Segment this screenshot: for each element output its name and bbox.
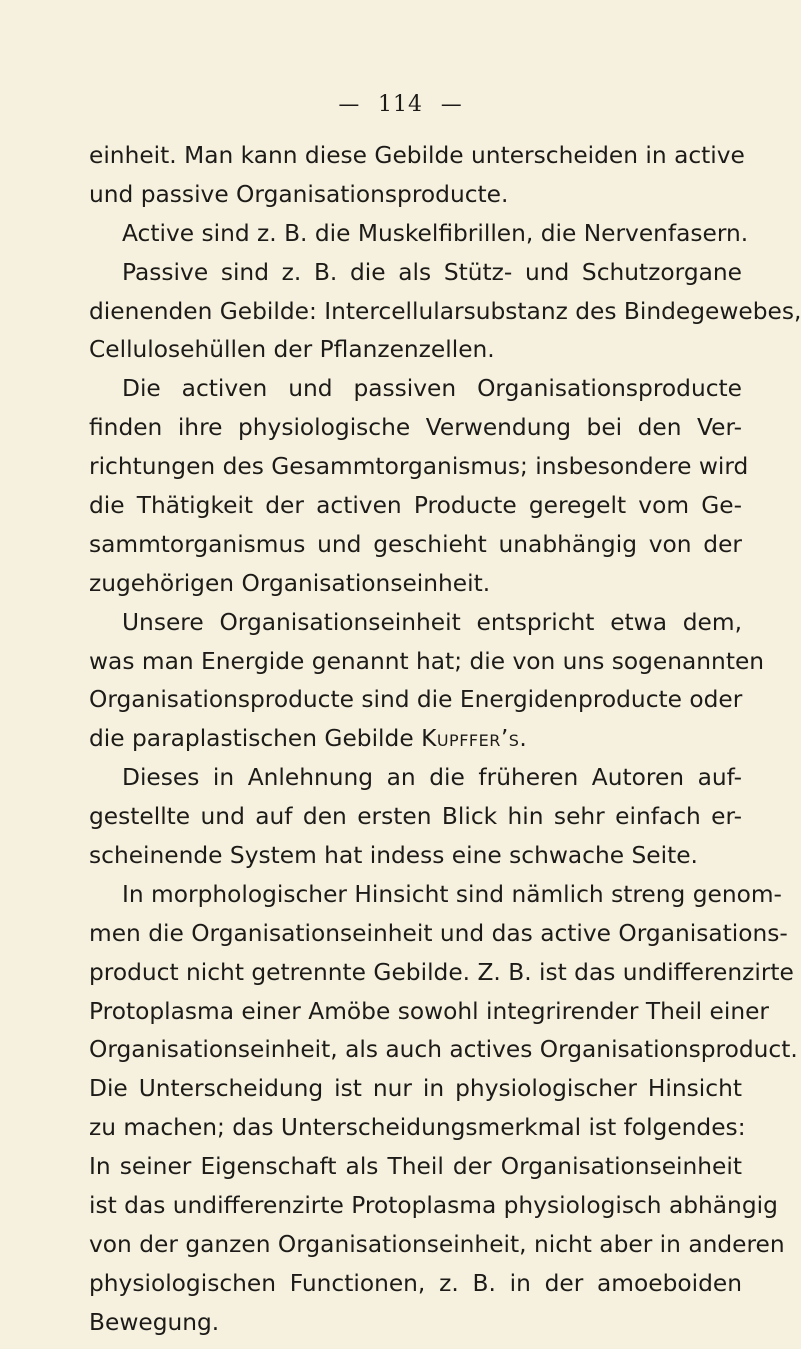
text-line	[89, 293, 801, 332]
text-line-content: Passive sind z. B. die als Stütz- und Schutzorgane	[122, 258, 742, 286]
text-line-content: scheinende System hat indess eine schwache Seite.	[89, 842, 698, 870]
text-line-content: dienenden Gebilde: Intercellularsubstanz des Bindegewebes,	[89, 297, 801, 325]
text-line-content: zu machen; das Unterscheidungsmerkmal ist folgendes:	[89, 1114, 746, 1142]
text-line	[89, 876, 782, 915]
text-line	[89, 1226, 785, 1265]
text-line	[89, 370, 742, 409]
text-line	[89, 798, 742, 837]
text-line-content: ist das undifferenzirte Protoplasma physiologisch abhängig	[89, 1192, 778, 1220]
text-line-content: Die activen und passiven Organisationsproducte	[122, 375, 742, 403]
text-line	[89, 1109, 746, 1148]
text-line	[89, 1304, 742, 1343]
text-line-content: Cellulosehüllen der Pflanzenzellen.	[89, 336, 495, 364]
text-line-content: die Thätigkeit der activen Producte geregelt vom Ge-	[89, 492, 742, 520]
text-line	[89, 954, 794, 993]
text-line	[89, 137, 745, 176]
text-line-content: und passive Organisationsproducte.	[89, 180, 509, 208]
text-line	[89, 1148, 742, 1187]
page-header	[0, 92, 801, 117]
body-text	[89, 137, 801, 1343]
text-line-content: physiologischen Functionen, z. B. in der amoeboiden	[89, 1269, 742, 1297]
text-line	[89, 409, 742, 448]
text-line-content: gestellte und auf den ersten Blick hin sehr einfach er-	[89, 803, 742, 831]
text-line-content: was man Energide genannt hat; die von uns sogenannten	[89, 647, 765, 675]
text-line-content: In seiner Eigenschaft als Theil der Organisationseinheit	[89, 1153, 742, 1181]
text-line-content: sammtorganismus und geschieht unabhängig von der	[89, 530, 742, 558]
text-line	[89, 331, 742, 370]
text-line	[89, 1265, 742, 1304]
text-line	[89, 176, 742, 215]
text-line-content: Unsere Organisationseinheit entspricht etwa dem,	[122, 608, 742, 636]
text-line	[89, 565, 742, 604]
text-line-content: Dieses in Anlehnung an die früheren Autoren auf-	[122, 764, 742, 792]
header-dash-right: —	[440, 92, 463, 116]
text-line	[89, 487, 742, 526]
text-line-content: Die Unterscheidung ist nur in physiologischer Hinsicht	[89, 1075, 742, 1103]
text-line-content: In morphologischer Hinsicht sind nämlich streng genom-	[122, 880, 782, 908]
text-line	[89, 681, 742, 720]
text-line	[89, 215, 749, 254]
author-name-small-caps: Kupffer’s.	[421, 725, 528, 753]
text-line-content: finden ihre physiologische Verwendung bei den Ver-	[89, 414, 742, 442]
text-line	[89, 837, 742, 876]
text-line-content: Organisationsproducte sind die Energidenproducte oder	[89, 686, 743, 714]
header-dash-left: —	[338, 92, 361, 116]
text-line	[89, 1187, 778, 1226]
text-line-content: product nicht getrennte Gebilde. Z. B. ist das undifferenzirte	[89, 958, 794, 986]
text-line	[89, 1031, 798, 1070]
text-line	[89, 643, 765, 682]
text-line	[89, 720, 742, 759]
text-line	[89, 448, 749, 487]
text-line-content: men die Organisationseinheit und das active Organisations-	[89, 919, 788, 947]
text-line	[89, 993, 770, 1032]
text-line-content: einheit. Man kann diese Gebilde unterscheiden in active	[89, 142, 745, 169]
page-number: 114	[378, 92, 423, 117]
text-line-content: Active sind z. B. die Muskelfibrillen, die Nervenfasern.	[122, 219, 749, 247]
text-line-content: Bewegung.	[89, 1308, 220, 1336]
text-line-content: Protoplasma einer Amöbe sowohl integrirender Theil einer	[89, 997, 770, 1025]
text-line-content: von der ganzen Organisationseinheit, nicht aber in anderen	[89, 1230, 785, 1258]
text-line	[89, 254, 742, 293]
text-line	[89, 915, 788, 954]
text-line	[89, 526, 742, 565]
text-line	[89, 1070, 742, 1109]
text-line-content: zugehörigen Organisationseinheit.	[89, 569, 491, 597]
text-line-content: richtungen des Gesammtorganismus; insbesondere wird	[89, 453, 749, 481]
text-line-content: die paraplastischen Gebilde	[89, 725, 414, 753]
text-line-content: Organisationseinheit, als auch actives Organisationsproduct.	[89, 1036, 798, 1064]
text-line	[89, 759, 742, 798]
text-line	[89, 604, 742, 643]
